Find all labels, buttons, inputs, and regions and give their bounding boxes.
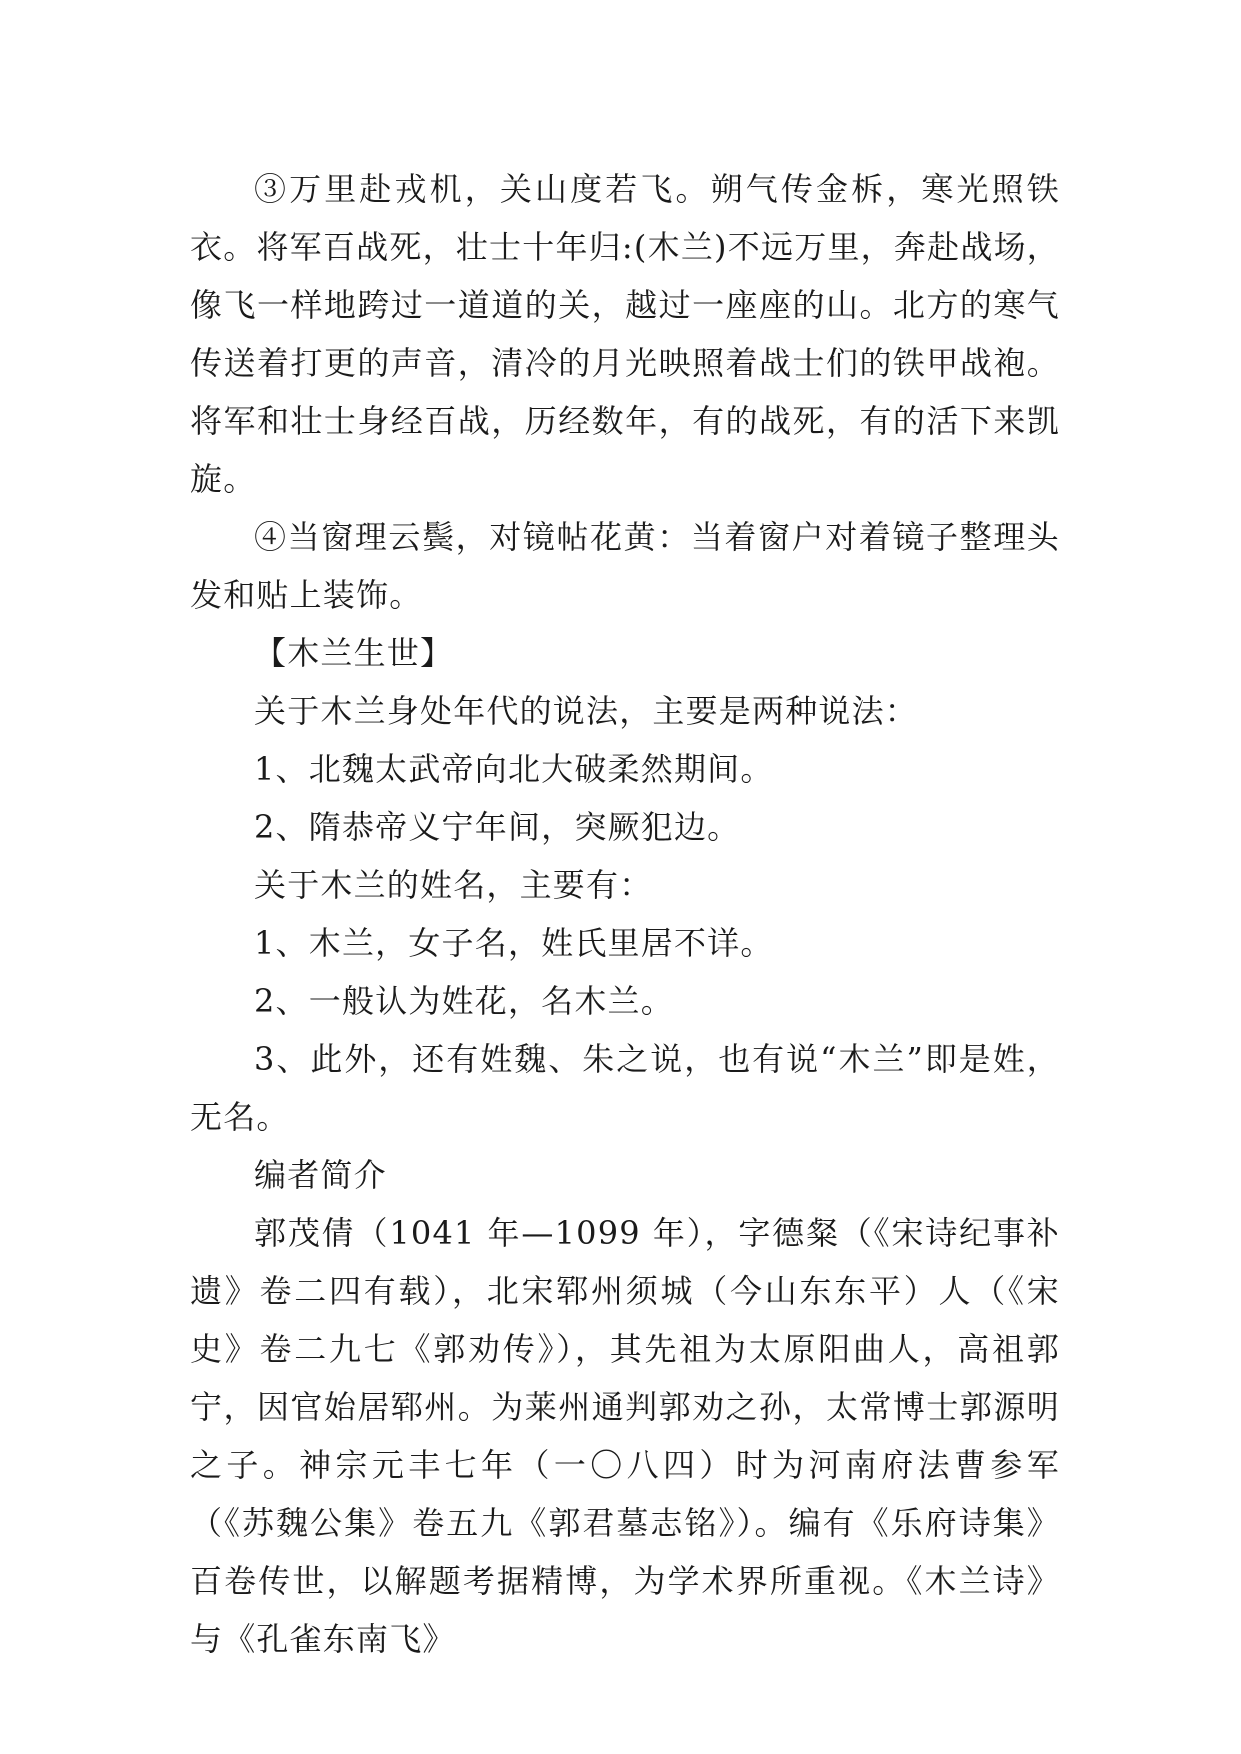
paragraph-annotation-4: ④当窗理云鬓，对镜帖花黄：当着窗户对着镜子整理头发和贴上装饰。 [190,518,1060,614]
document-body [190,160,1060,1668]
section-heading-mulan-background: 【木兰生世】 [254,634,454,672]
paragraph-annotation-3: ③万里赴戎机，关山度若飞。朔气传金柝，寒光照铁衣。将军百战死，壮士十年归:(木兰)不远万里，奔赴战场，像飞一样地跨过一道道的关，越过一座座的山。北方的寒气传送着打更的声音，清冷的月光映照着战士们的铁甲战袍。将军和壮士身经百战，历经数年，有的战死，有的活下来凯旋。 [190,170,1060,498]
list-item-name-2: 2、一般认为姓花，名木兰。 [254,982,674,1020]
paragraph-era-intro: 关于木兰身处年代的说法，主要是两种说法： [254,692,919,730]
section-heading-editor: 编者简介 [254,1156,387,1194]
list-item-era-2: 2、隋恭帝义宁年间，突厥犯边。 [254,808,741,846]
paragraph-name-intro: 关于木兰的姓名，主要有： [254,866,653,904]
list-item-era-1: 1、北魏太武帝向北大破柔然期间。 [254,750,774,788]
list-item-name-3: 3、此外，还有姓魏、朱之说，也有说“木兰”即是姓，无名。 [190,1040,1060,1136]
paragraph-editor-bio: 郭茂倩（1041 年—1099 年），字德粲（《宋诗纪事补遗》卷二四有载），北宋郓州须城（今山东东平）人（《宋史》卷二九七《郭劝传》），其先祖为太原阳曲人，高祖郭宁，因官始居郓州。为莱州通判郭劝之孙，太常博士郭源明之子。神宗元丰七年（一〇八四）时为河南府法曹参军（《苏魏公集》卷五九《郭君墓志铭》）。编有《乐府诗集》百卷传世，以解题考据精博，为学术界所重视。《木兰诗》与《孔雀东南飞》 [190,1214,1060,1658]
list-item-name-1: 1、木兰，女子名，姓氏里居不详。 [254,924,774,962]
